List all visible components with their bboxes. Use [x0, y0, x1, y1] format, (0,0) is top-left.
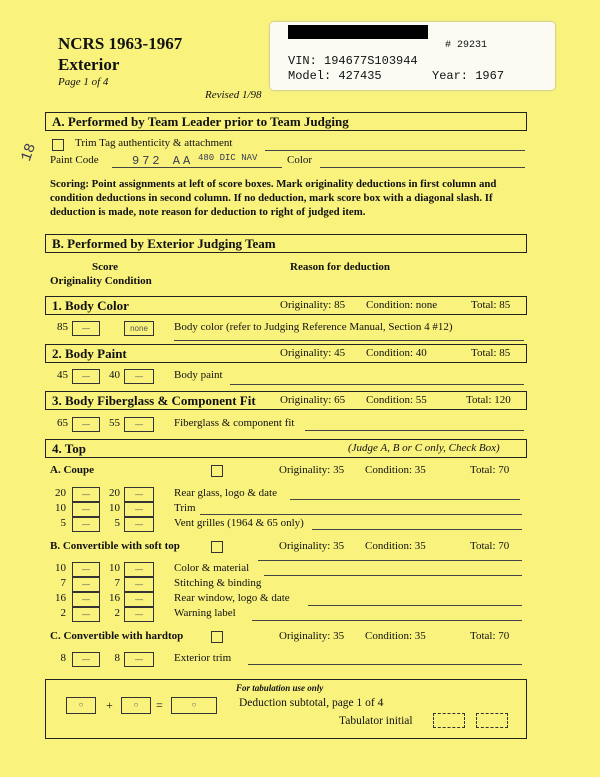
section-2-title: 2. Body Paint	[52, 346, 127, 361]
tab-equals: =	[156, 698, 163, 712]
hardtop-title: C. Convertible with hardtop	[50, 630, 184, 642]
s2-orig: Originality: 45	[280, 347, 346, 359]
hardtop-orig: Originality: 35	[279, 630, 345, 642]
soft-row3-p1: 16	[55, 592, 66, 604]
coupe-row1-p2: 20	[109, 487, 120, 499]
soft-top-title: B. Convertible with soft top	[50, 540, 180, 552]
page-indicator: Page 1 of 4	[58, 76, 109, 88]
model-value: 427435	[338, 69, 382, 83]
coupe-row2-cond-box[interactable]: —	[124, 502, 154, 517]
tab-initial-box-1[interactable]	[433, 713, 465, 728]
s3-item: Fiberglass & component fit	[174, 417, 295, 429]
soft-row3-p2: 16	[109, 592, 120, 604]
hardtop-row1-item: Exterior trim	[174, 652, 232, 664]
s2-item: Body paint	[174, 369, 223, 381]
section-4-title: 4. Top	[52, 441, 86, 456]
score-label: Score	[92, 261, 119, 273]
hardtop-cond: Condition: 35	[365, 630, 426, 642]
hardtop-row1-orig-box[interactable]: —	[72, 652, 100, 667]
coupe-row3-p1: 5	[60, 517, 66, 529]
s3-cond-box[interactable]: —	[124, 417, 154, 432]
coupe-row2-line	[200, 514, 522, 515]
orig-cond-label: Originality Condition	[50, 275, 152, 287]
tab-initial-label: Tabulator initial	[339, 715, 413, 727]
tabulation-box	[45, 679, 527, 739]
revised-date: Revised 1/98	[205, 89, 262, 101]
soft-row2-cond-box[interactable]: —	[124, 577, 154, 592]
hardtop-row1-p2: 8	[114, 652, 120, 664]
trim-tag-label: Trim Tag authenticity & attachment	[75, 137, 233, 149]
scoring-instructions: Scoring: Point assignments at left of score boxes. Mark originality deductions in first column and condition deductions in second column. If no deduction, mark score box with a diagonal slash. If deduction is made, note reason for deduction to right of judged item.	[50, 178, 497, 218]
section-a-header	[45, 112, 527, 131]
hardtop-checkbox[interactable]	[211, 631, 223, 643]
color-line	[320, 167, 525, 168]
paint-code-label: Paint Code	[50, 154, 99, 166]
s3-cond: Condition: 55	[366, 394, 427, 406]
soft-row2-line	[264, 575, 522, 576]
s2-points-orig: 45	[57, 369, 68, 381]
model-label: Model:	[288, 69, 332, 83]
s2-points-cond: 40	[109, 369, 120, 381]
hardtop-row1-cond-box[interactable]: —	[124, 652, 154, 667]
soft-row1-line	[258, 560, 522, 561]
year-line	[432, 69, 504, 83]
soft-row4-p1: 2	[60, 607, 66, 619]
coupe-row2-p2: 10	[109, 502, 120, 514]
soft-row3-orig-box[interactable]: —	[72, 592, 100, 607]
soft-row3-item: Rear window, logo & date	[174, 592, 290, 604]
s2-total: Total: 85	[471, 347, 511, 359]
soft-row1-cond-box[interactable]: —	[124, 562, 154, 577]
s2-cond: Condition: 40	[366, 347, 427, 359]
coupe-orig: Originality: 35	[279, 464, 345, 476]
soft-row3-line	[308, 605, 522, 606]
tab-plus: +	[106, 698, 113, 712]
coupe-row2-item: Trim	[174, 502, 196, 514]
color-label: Color	[287, 154, 313, 166]
soft-row1-p2: 10	[109, 562, 120, 574]
soft-top-orig: Originality: 35	[279, 540, 345, 552]
soft-row4-cond-box[interactable]: —	[124, 607, 154, 622]
coupe-row3-cond-box[interactable]: —	[124, 517, 154, 532]
section-a-title: A. Performed by Team Leader prior to Team Judging	[52, 114, 349, 129]
coupe-row2-p1: 10	[55, 502, 66, 514]
coupe-row1-item: Rear glass, logo & date	[174, 487, 277, 499]
margin-note: 18	[17, 141, 41, 164]
tab-box-2[interactable]: ○	[121, 697, 151, 714]
coupe-row3-item: Vent grilles (1964 & 65 only)	[174, 517, 304, 529]
section-b-header	[45, 234, 527, 253]
soft-row2-p2: 7	[114, 577, 120, 589]
s1-item: Body color (refer to Judging Reference Manual, Section 4 #12)	[174, 321, 453, 333]
s1-cond: Condition: none	[366, 299, 438, 311]
soft-row1-item: Color & material	[174, 562, 250, 574]
soft-row2-orig-box[interactable]: —	[72, 577, 100, 592]
section-b-title: B. Performed by Exterior Judging Team	[52, 236, 276, 251]
soft-row4-line	[252, 620, 522, 621]
soft-row1-orig-box[interactable]: —	[72, 562, 100, 577]
coupe-row3-p2: 5	[114, 517, 120, 529]
redacted-owner	[288, 25, 428, 39]
model-line	[288, 69, 382, 83]
s1-reason-line	[174, 340, 524, 341]
s1-cond-box[interactable]: none	[124, 321, 154, 336]
s2-reason-line	[230, 384, 524, 385]
hardtop-row1-p1: 8	[60, 652, 66, 664]
vin-line	[288, 54, 418, 68]
tab-title: For tabulation use only	[236, 683, 324, 693]
s3-points-cond: 55	[109, 417, 120, 429]
form-subtitle: Exterior	[58, 55, 120, 74]
soft-row2-p1: 7	[60, 577, 66, 589]
label-number: # 29231	[445, 40, 488, 51]
s3-reason-line	[305, 430, 524, 431]
section-1-title: 1. Body Color	[52, 298, 129, 313]
coupe-title: A. Coupe	[50, 464, 95, 476]
soft-row2-item: Stitching & binding	[174, 577, 262, 589]
section-4-header	[45, 439, 527, 458]
coupe-row1-p1: 20	[55, 487, 66, 499]
coupe-row3-orig-box[interactable]: —	[72, 517, 100, 532]
section-3-header	[45, 391, 527, 410]
coupe-row1-line	[290, 499, 520, 500]
soft-row3-cond-box[interactable]: —	[124, 592, 154, 607]
soft-row4-item: Warning label	[174, 607, 236, 619]
s1-orig: Originality: 85	[280, 299, 346, 311]
vehicle-label	[270, 22, 555, 90]
vin-label: VIN:	[288, 54, 317, 68]
hardtop-total: Total: 70	[470, 630, 510, 642]
coupe-row3-line	[312, 529, 522, 530]
hardtop-row1-line	[248, 664, 522, 665]
paint-extra-hand: 480 DIC NAV	[198, 153, 258, 163]
coupe-checkbox[interactable]	[211, 465, 223, 477]
s1-points-orig: 85	[57, 321, 68, 333]
form-title: NCRS 1963-1967	[58, 34, 183, 53]
reason-label: Reason for deduction	[290, 261, 391, 273]
soft-row4-p2: 2	[114, 607, 120, 619]
soft-row4-orig-box[interactable]: —	[72, 607, 100, 622]
trim-tag-checkbox[interactable]	[52, 139, 64, 151]
soft-top-total: Total: 70	[470, 540, 510, 552]
tab-box-total[interactable]: ○	[171, 697, 217, 714]
section-2-header	[45, 344, 527, 363]
year-value: 1967	[475, 69, 505, 83]
s4-note: (Judge A, B or C only, Check Box)	[348, 442, 500, 454]
s3-points-orig: 65	[57, 417, 68, 429]
s3-total: Total: 120	[466, 394, 511, 406]
s3-orig: Originality: 65	[280, 394, 346, 406]
s2-cond-box[interactable]: —	[124, 369, 154, 384]
s1-total: Total: 85	[471, 299, 511, 311]
vin-value: 194677S103944	[324, 54, 418, 68]
tab-box-1[interactable]: ○	[66, 697, 96, 714]
paint-code-hand: 972 AA	[132, 154, 194, 168]
year-label: Year:	[432, 69, 469, 83]
coupe-row1-orig-box[interactable]: —	[72, 487, 100, 502]
soft-top-cond: Condition: 35	[365, 540, 426, 552]
coupe-cond: Condition: 35	[365, 464, 426, 476]
soft-row1-p1: 10	[55, 562, 66, 574]
tab-initial-box-2[interactable]	[476, 713, 508, 728]
coupe-row1-cond-box[interactable]: —	[124, 487, 154, 502]
s3-orig-box[interactable]: —	[72, 417, 100, 432]
section-3-title: 3. Body Fiberglass & Component Fit	[52, 393, 256, 408]
s2-orig-box[interactable]: —	[72, 369, 100, 384]
coupe-row2-orig-box[interactable]: —	[72, 502, 100, 517]
coupe-total: Total: 70	[470, 464, 510, 476]
soft-top-checkbox[interactable]	[211, 541, 223, 553]
trim-tag-line	[265, 150, 525, 151]
s1-orig-box[interactable]: —	[72, 321, 100, 336]
tab-subtotal-label: Deduction subtotal, page 1 of 4	[239, 697, 384, 709]
section-1-header	[45, 296, 527, 315]
